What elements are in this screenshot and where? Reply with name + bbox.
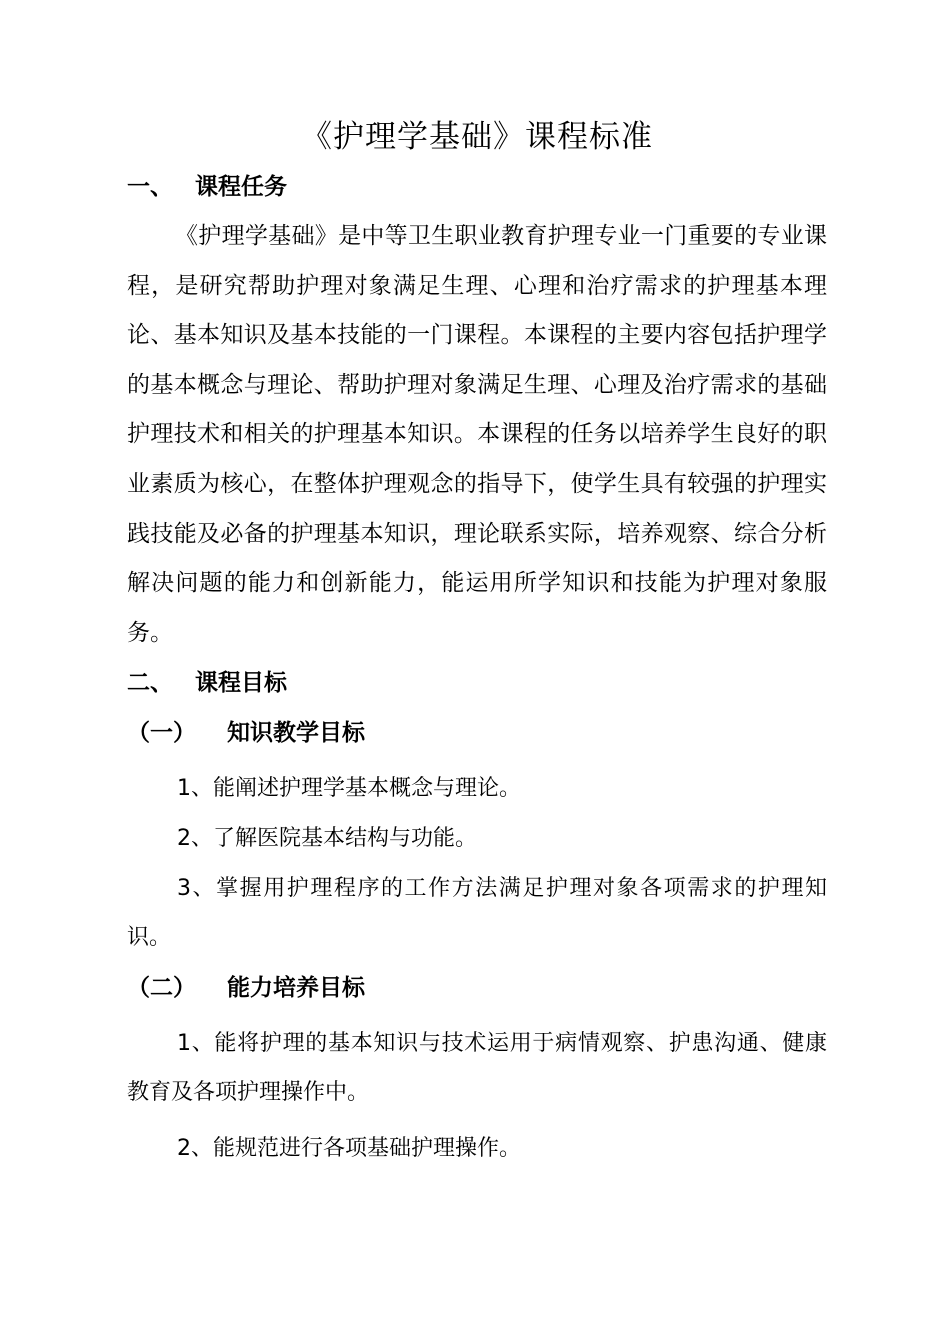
section-number: 一、 — [127, 174, 173, 200]
list-item: 2、能规范进行各项基础护理操作。 — [177, 1135, 521, 1161]
subsection-number: （二） — [127, 974, 196, 1001]
section-heading-course-task — [127, 162, 827, 212]
list-item: 1、能阐述护理学基本概念与理论。 — [177, 776, 521, 802]
list-item: 3、掌握用护理程序的工作方法满足护理对象各项需求的护理知识。 — [127, 875, 827, 951]
list-item: 2、了解医院基本结构与功能。 — [177, 825, 477, 851]
course-task-paragraph: 《护理学基础》是中等卫生职业教育护理专业一门重要的专业课程，是研究帮助护理对象满足生理、心理和治疗需求的护理基本理论、基本知识及基本技能的一门课程。本课程的主要内容包括护理学的基本概念与理论、帮助护理对象满足生理、心理及治疗需求的基础护理技术和相关的护理基本知识。本课程的任务以培养学生良好的职业素质为核心，在整体护理观念的指导下，使学生具有较强的护理实践技能及必备的护理基本知识，理论联系实际，培养观察、综合分析解决问题的能力和创新能力，能运用所学知识和技能为护理对象服务。 — [127, 223, 827, 646]
document-page — [127, 112, 827, 1174]
subsection-heading-knowledge-goals — [127, 708, 827, 758]
section-title: 课程任务 — [195, 174, 287, 200]
section-title: 课程目标 — [195, 670, 287, 697]
list-item: 1、能将护理的基本知识与技术运用于病情观察、护患沟通、健康教育及各项护理操作中。 — [127, 1030, 827, 1106]
document-title: 《护理学基础》课程标准 — [301, 119, 653, 155]
subsection-number: （一） — [127, 720, 196, 747]
section-heading-course-goals — [127, 658, 827, 708]
subsection-heading-ability-goals — [127, 963, 827, 1013]
section-number: 二、 — [127, 670, 173, 697]
subsection-title: 知识教学目标 — [227, 720, 365, 747]
subsection-title: 能力培养目标 — [227, 974, 365, 1001]
